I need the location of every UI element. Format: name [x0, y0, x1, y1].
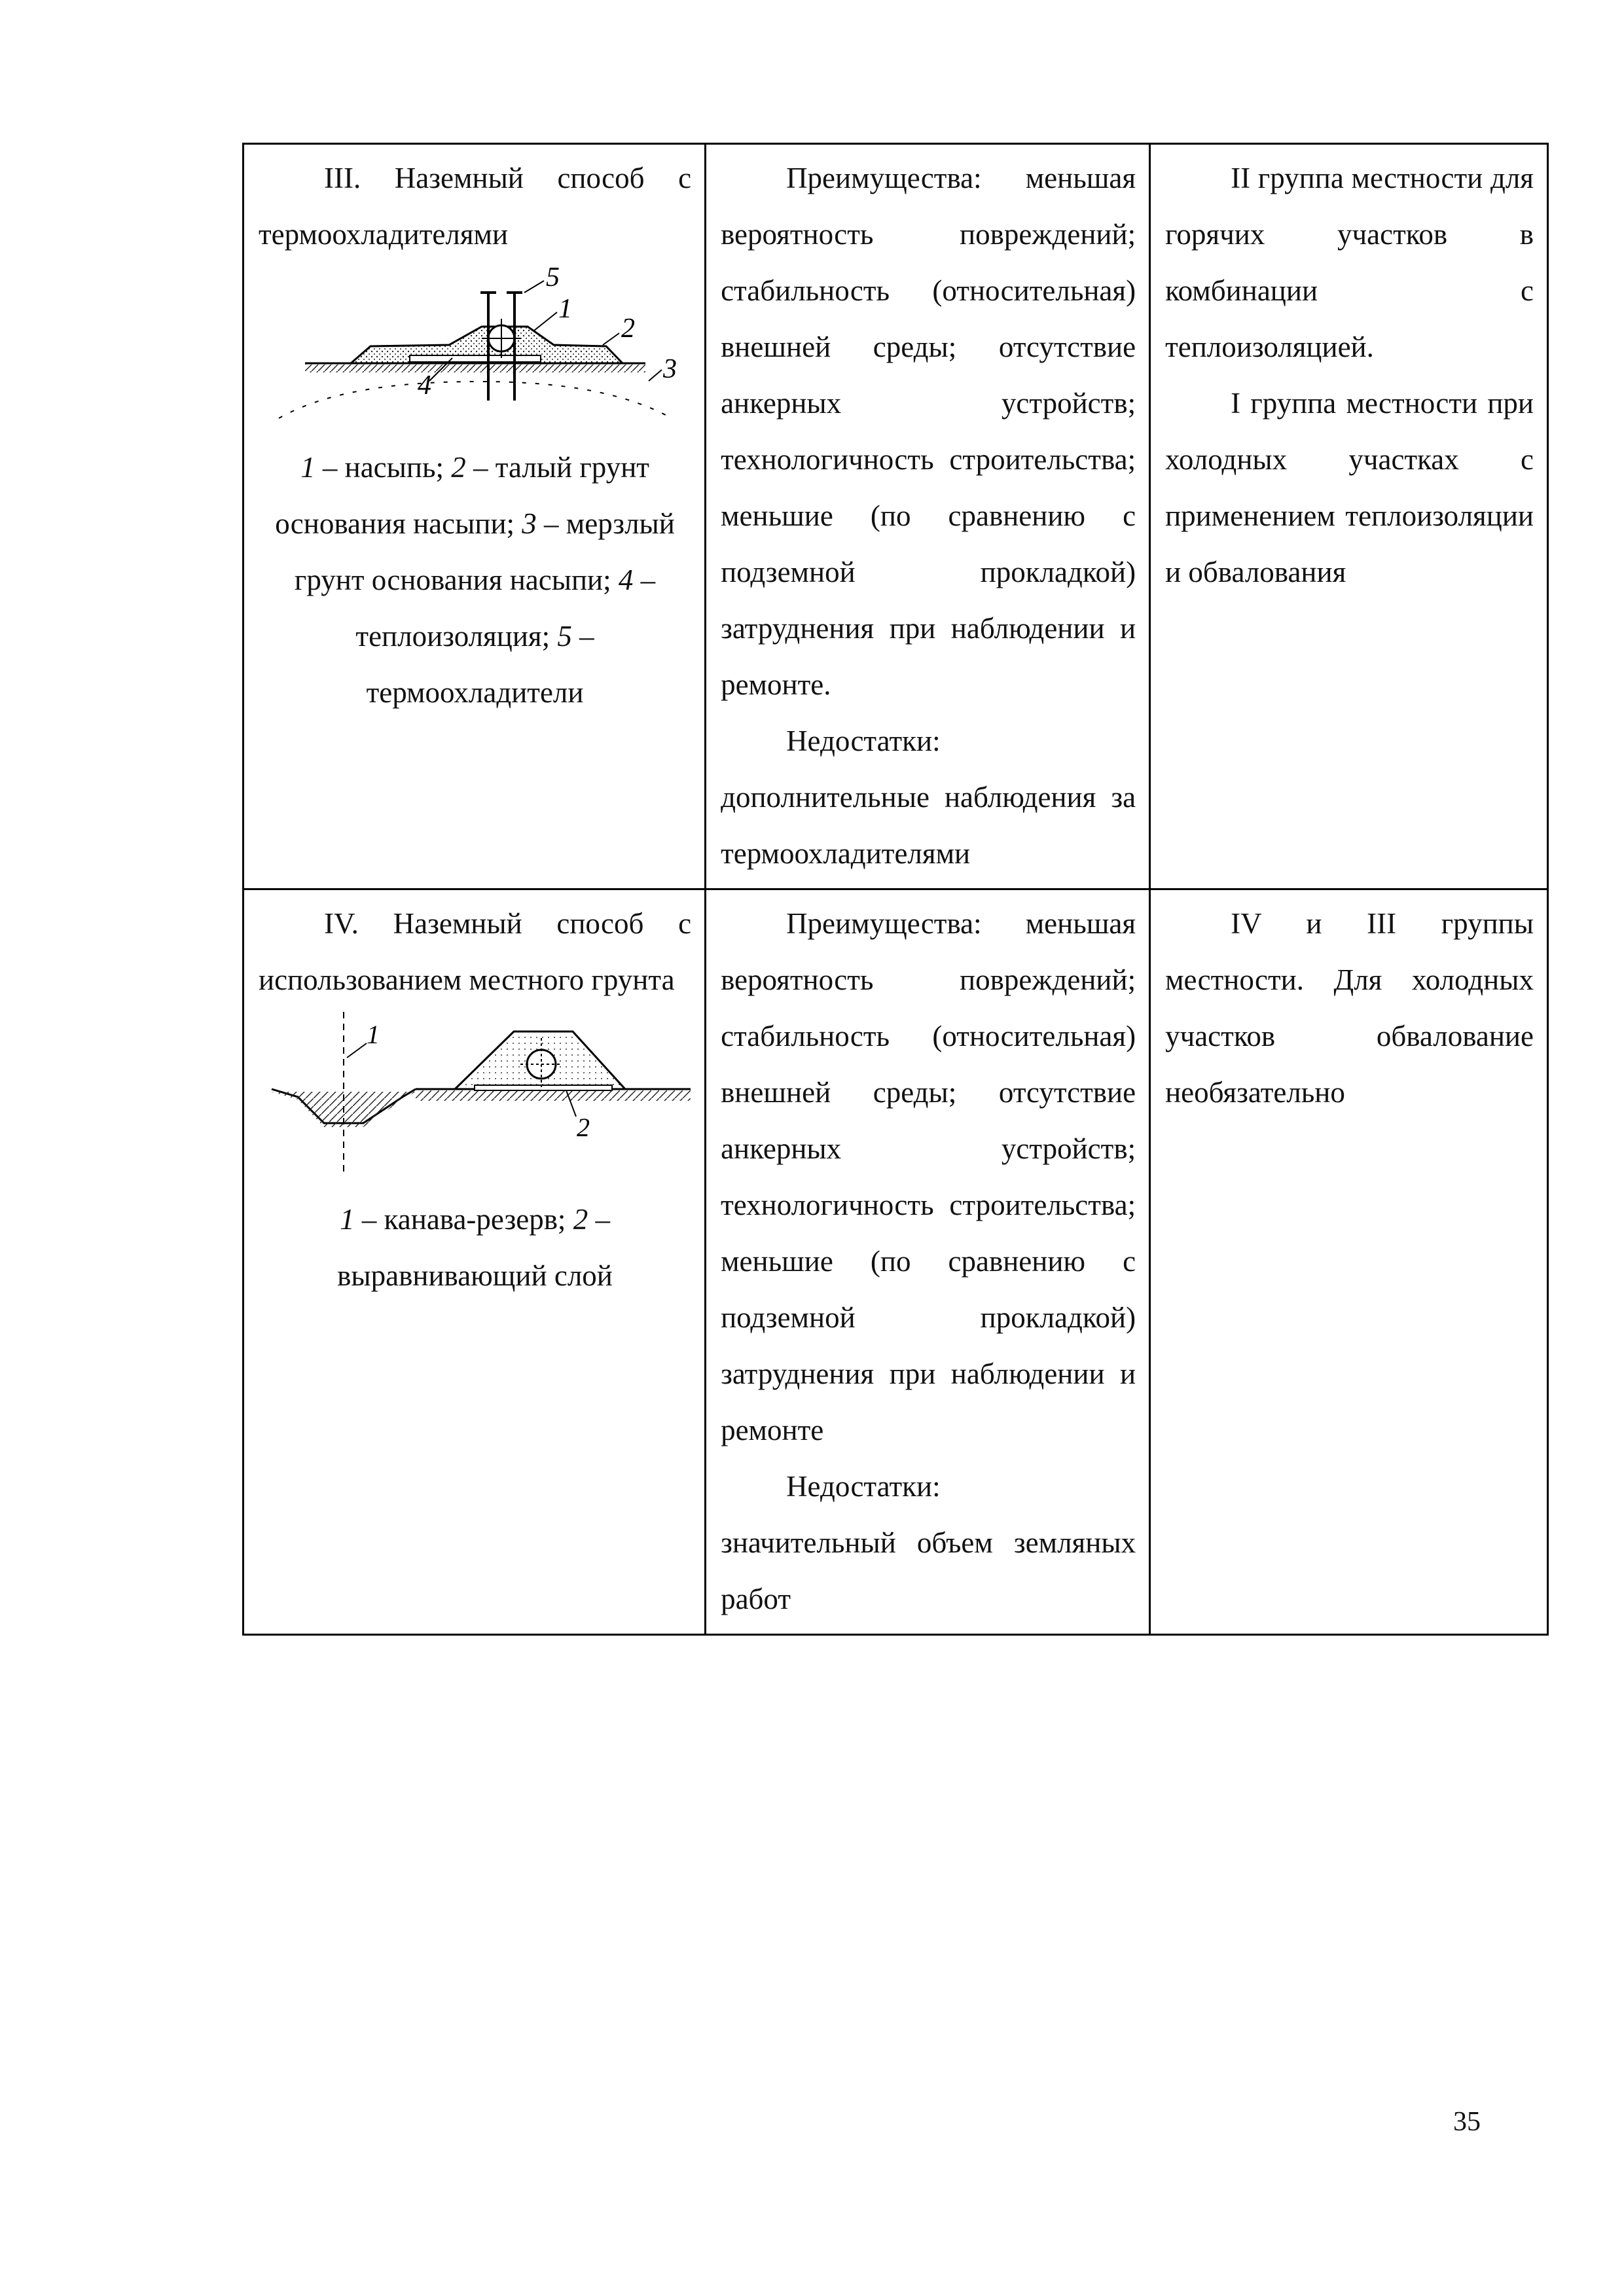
terrain-cell [1150, 889, 1548, 1635]
method-cell [244, 144, 706, 889]
figure-label: 4 [417, 370, 431, 401]
terrain-text: IV и III группы местности. Для холодных участков обвалование необязательно [1165, 907, 1534, 1109]
figure-legend: 1 – канава-резерв; 2 – выравнивающий слой [337, 1203, 613, 1292]
table-row [244, 144, 1548, 889]
embankment-local-soil-figure [259, 1012, 704, 1189]
terrain-cell [1150, 144, 1548, 889]
disadvantages-heading: Недостатки: [786, 725, 941, 757]
figure-label: 2 [577, 1113, 590, 1142]
method-title: IV. Наземный способ с использованием местного грунта [259, 907, 692, 996]
method-cell [244, 889, 706, 1635]
advantages-text: Преимущества: меньшая вероятность повреждений; стабильность (относительная) внешней среды; отсутствие анкерных устройств; технологичность строительства; меньшие (по сравнению с подземной прокладкой) затруднения при наблюдении и ремонте [721, 907, 1136, 1446]
figure-label: 2 [621, 314, 635, 344]
disadvantages-text: значительный объем земляных работ [721, 1526, 1136, 1615]
methods-table [242, 143, 1549, 1636]
embankment-thermo-figure [266, 266, 685, 437]
advantages-cell [706, 144, 1150, 889]
page-number: 35 [1453, 2107, 1481, 2137]
figure-legend: 1 – насыпь; 2 – талый грунт основания насыпи; 3 – мерзлый грунт основания насыпи; 4 – теплоизоляция; 5 – термоохладители [275, 451, 675, 709]
figure-label: 1 [558, 294, 572, 324]
disadvantages-heading: Недостатки: [786, 1470, 941, 1503]
terrain-text: I группа местности при холодных участках с применением теплоизоляции и обвалования [1165, 387, 1534, 588]
terrain-text: II группа местности для горячих участков в комбинации с теплоизоляцией. [1165, 162, 1534, 363]
method-title: III. Наземный способ с термоохладителями [259, 162, 692, 251]
figure-label: 5 [545, 266, 560, 293]
disadvantages-text: дополнительные наблюдения за термоохладителями [721, 781, 1136, 870]
advantages-cell [706, 889, 1150, 1635]
table-row [244, 889, 1548, 1635]
figure-label: 1 [367, 1020, 380, 1049]
advantages-text: Преимущества: меньшая вероятность повреждений; стабильность (относительная) внешней среды; отсутствие анкерных устройств; технологичность строительства; меньшие (по сравнению с подземной прокладкой) затруднения при наблюдении и ремонте. [721, 162, 1136, 701]
figure-label: 3 [662, 354, 677, 384]
